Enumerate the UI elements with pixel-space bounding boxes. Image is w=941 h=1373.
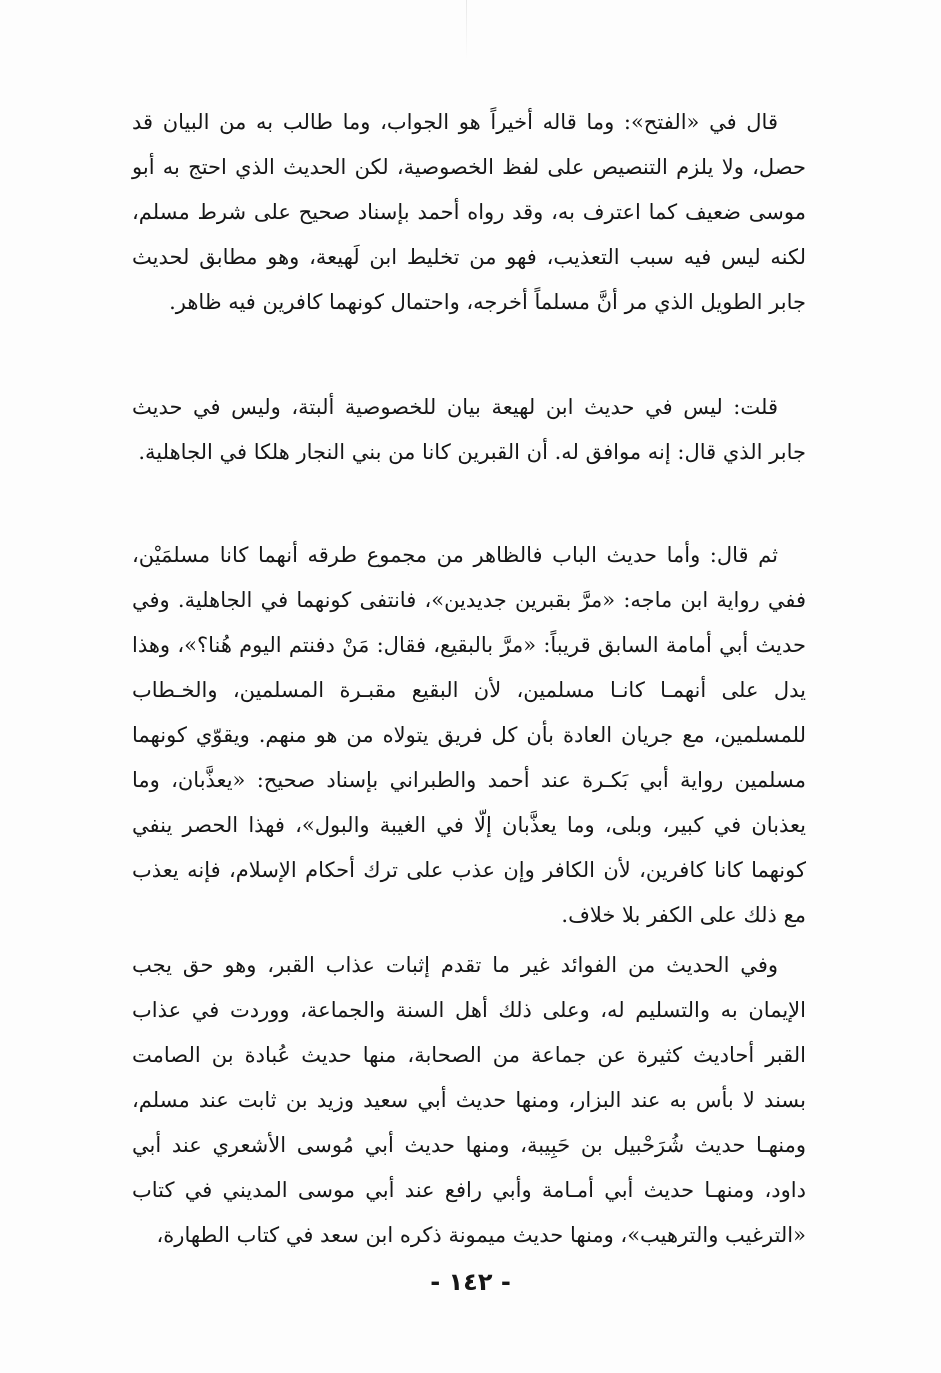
paragraph-text: ثم قال: وأما حديث الباب فالظاهر من مجموع طرقه أنهما كانا مسلمَيْن، ففي رواية ابن ماجه: «مرَّ بقبرين جديدين»، فانتفى كونهما في الجاهلية. وفي حديث أبي أمامة السابق قريباً: «مرَّ بالبقيع، فقال: مَنْ دفنتم اليوم هُنا؟»، وهذا يدل على أنهمـا كانـا مسلمين، لأن البقيع مقبـرة المسلمين، والخـطاب للمسلمين، مع جريان العادة بأن كل فريق يتولاه من هو منهم. ويقوّي كونهما مسلمين رواية أبي بَكـرة عند أحمد والطبراني بإسناد صحيح: «يعذَّبان، وما يعذبان في كبير، وبلى، وما يعذَّبان إلّا في الغيبة والبول»، فهذا الحصر ينفي كونهما كانا كافرين، لأن الكافر وإن عذب على ترك أحكام الإسلام، فإنه يعذب مع ذلك على الكفر بلا خلاف.	[132, 543, 806, 927]
page-number: - ١٤٢ -	[430, 1268, 511, 1296]
paragraph-text: وفي الحديث من الفوائد غير ما تقدم إثبات عذاب القبر، وهو حق يجب الإيمان به والتسليم له، وعلى ذلك أهل السنة والجماعة، ووردت في عذاب القبر أحاديث كثيرة عن جماعة من الصحابة، منها حديث عُبادة بن الصامت بسند لا بأس به عند البزار، ومنها حديث أبي سعيد وزيد بن ثابت عند مسلم، ومنهـا حديث شُرَحْبيل بن حَبِيبة، ومنها حديث أبي مُوسى الأشعري عند أبي داود، ومنهـا حديث أبي أمـامة وأبي رافع عند أبي موسى المديني في كتاب «الترغيب والترهيب»، ومنها حديث ميمونة ذكره ابن سعد في كتاب الطهارة،	[132, 953, 806, 1247]
paragraph-3	[132, 533, 806, 938]
page-fold-shadow	[466, 0, 467, 60]
paragraph-4	[132, 943, 806, 1258]
paragraph-text: قلت: ليس في حديث ابن لهيعة بيان للخصوصية ألبتة، وليس في حديث جابر الذي قال: إنه موافق له. أن القبرين كانا من بني النجار هلكا في الجاهلية.	[132, 395, 806, 464]
paragraph-2	[132, 385, 806, 475]
paragraph-text: قال في «الفتح»: وما قاله أخيراً هو الجواب، وما طالب به من البيان قد حصل، ولا يلزم التنصيص على لفظ الخصوصية، لكن الحديث الذي احتج به أبو موسى ضعيف كما اعترف به، وقد رواه أحمد بإسناد صحيح على شرط مسلم، لكنه ليس فيه سبب التعذيب، فهو من تخليط ابن لَهيعة، وهو مطابق لحديث جابر الطويل الذي مر أنَّ مسلماً أخرجه، واحتمال كونهما كافرين فيه ظاهر.	[132, 110, 806, 314]
paragraph-1	[132, 100, 806, 325]
